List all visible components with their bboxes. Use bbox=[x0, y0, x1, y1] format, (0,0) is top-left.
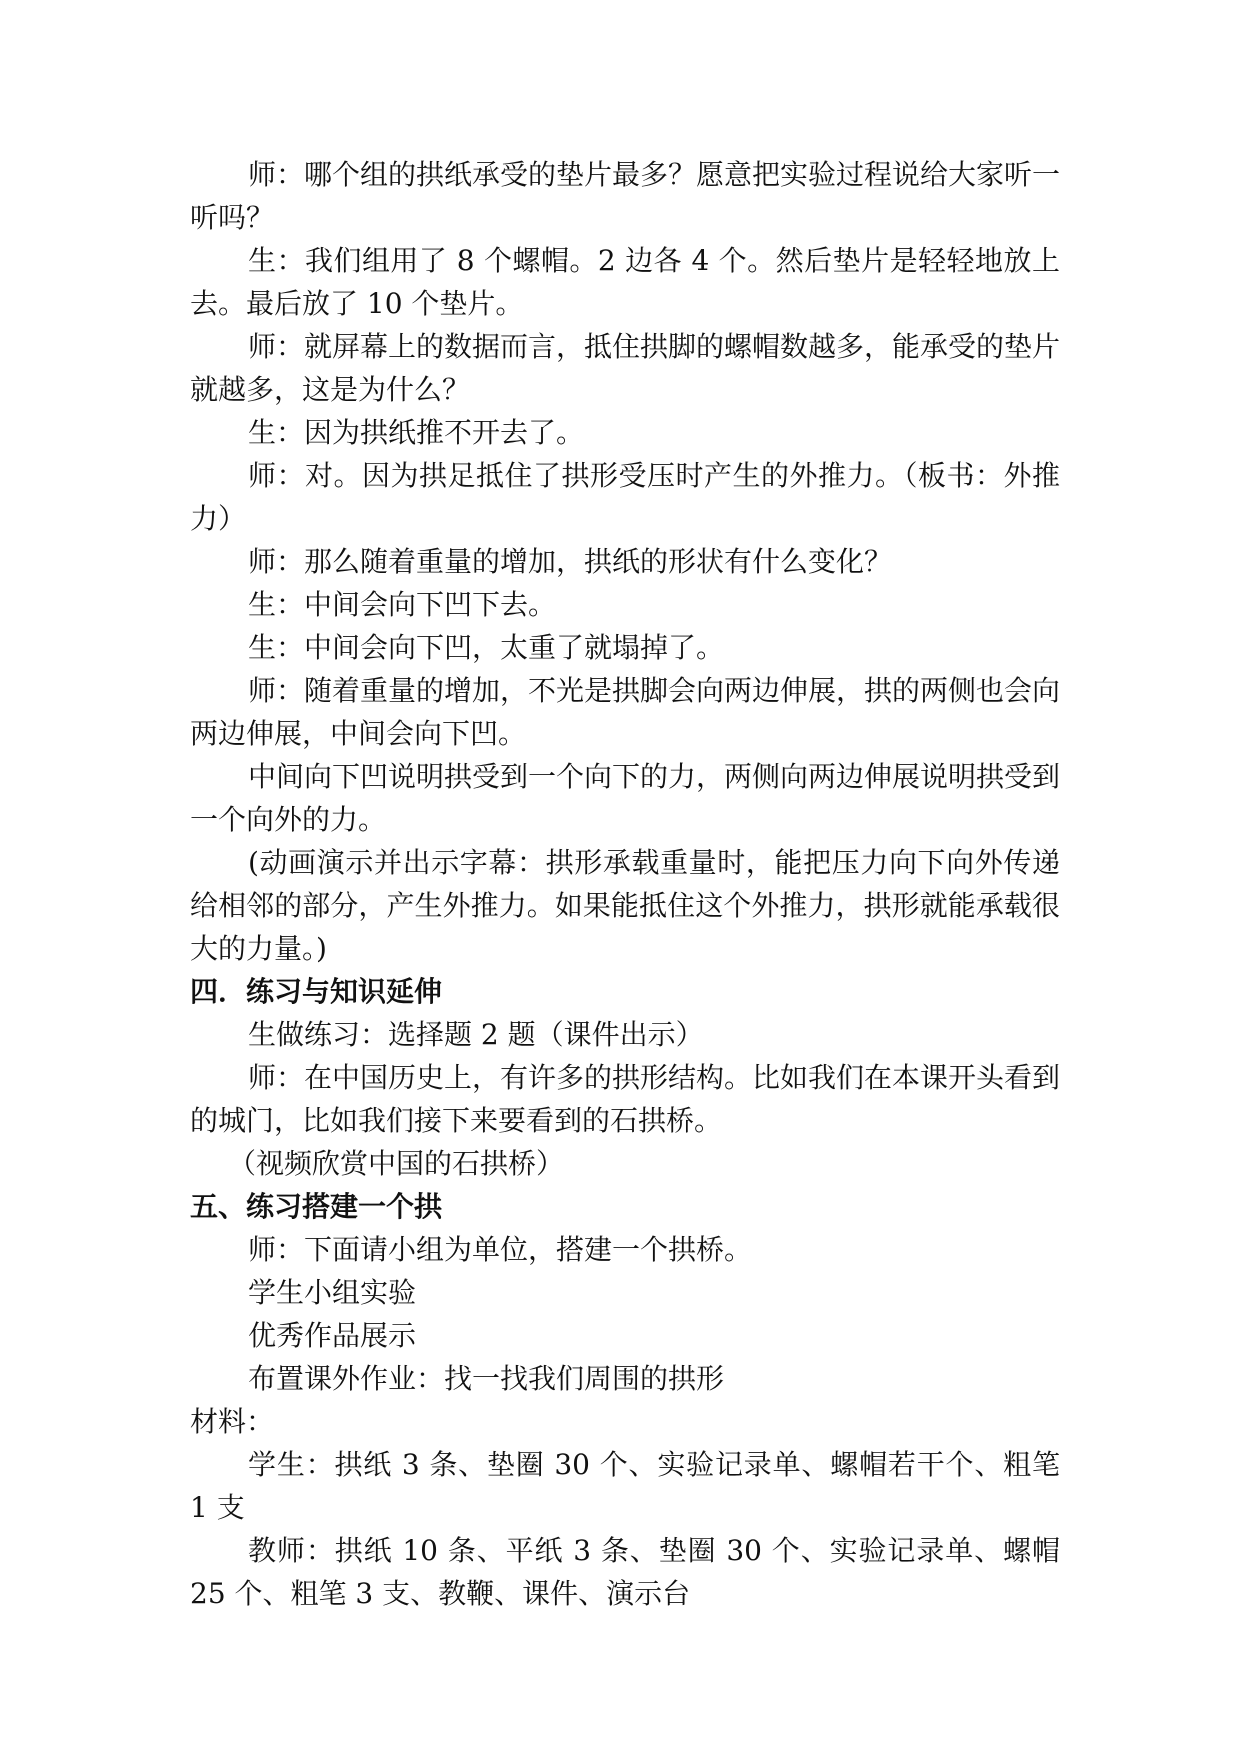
dialogue-paragraph: 师：下面请小组为单位，搭建一个拱桥。 bbox=[248, 1233, 753, 1266]
activity-paragraph: 优秀作品展示 bbox=[248, 1319, 417, 1352]
dialogue-paragraph: 生：我们组用了 8 个螺帽。2 边各 4 个。然后垫片是轻轻地放上去。最后放了 10 个垫片。 bbox=[190, 244, 1060, 320]
student-materials-paragraph: 学生：拱纸 3 条、垫圈 30 个、实验记录单、螺帽若干个、粗笔 1 支 bbox=[190, 1448, 1060, 1524]
dialogue-paragraph: 师：哪个组的拱纸承受的垫片最多？愿意把实验过程说给大家听一听吗？ bbox=[190, 158, 1061, 234]
dialogue-paragraph: 师：那么随着重量的增加，拱纸的形状有什么变化？ bbox=[248, 545, 893, 578]
homework-paragraph: 布置课外作业：找一找我们周围的拱形 bbox=[248, 1362, 725, 1395]
dialogue-paragraph: 师：在中国历史上，有许多的拱形结构。比如我们在本课开头看到的城门，比如我们接下来要看到的石拱桥。 bbox=[190, 1061, 1061, 1137]
dialogue-paragraph: 师：就屏幕上的数据而言，抵住拱脚的螺帽数越多，能承受的垫片就越多，这是为什么？ bbox=[190, 330, 1061, 406]
animation-note-paragraph: (动画演示并出示字幕：拱形承载重量时，能把压力向下向外传递给相邻的部分，产生外推力。如果能抵住这个外推力，拱形就能承载很大的力量。) bbox=[190, 846, 1060, 965]
dialogue-paragraph: 师：随着重量的增加，不光是拱脚会向两边伸展，拱的两侧也会向两边伸展，中间会向下凹。 bbox=[190, 674, 1061, 750]
document-body bbox=[190, 153, 1060, 1615]
exercise-paragraph: 生做练习：选择题 2 题（课件出示） bbox=[248, 1018, 704, 1051]
video-note-paragraph: （视频欣赏中国的石拱桥） bbox=[228, 1147, 565, 1180]
section-heading-practice-extension: 四．练习与知识延伸 bbox=[190, 975, 443, 1008]
dialogue-paragraph: 生：因为拱纸推不开去了。 bbox=[248, 416, 585, 449]
teacher-materials-paragraph: 教师：拱纸 10 条、平纸 3 条、垫圈 30 个、实验记录单、螺帽 25 个、粗笔 3 支、教鞭、课件、演示台 bbox=[190, 1534, 1060, 1610]
dialogue-paragraph: 生：中间会向下凹，太重了就塌掉了。 bbox=[248, 631, 725, 664]
explanation-paragraph: 中间向下凹说明拱受到一个向下的力，两侧向两边伸展说明拱受到一个向外的力。 bbox=[190, 760, 1061, 836]
materials-label: 材料： bbox=[190, 1405, 275, 1438]
dialogue-paragraph: 生：中间会向下凹下去。 bbox=[248, 588, 557, 621]
section-heading-build-arch: 五、练习搭建一个拱 bbox=[190, 1190, 443, 1223]
dialogue-paragraph: 师：对。因为拱足抵住了拱形受压时产生的外推力。（板书：外推力） bbox=[190, 459, 1060, 535]
activity-paragraph: 学生小组实验 bbox=[248, 1276, 417, 1309]
